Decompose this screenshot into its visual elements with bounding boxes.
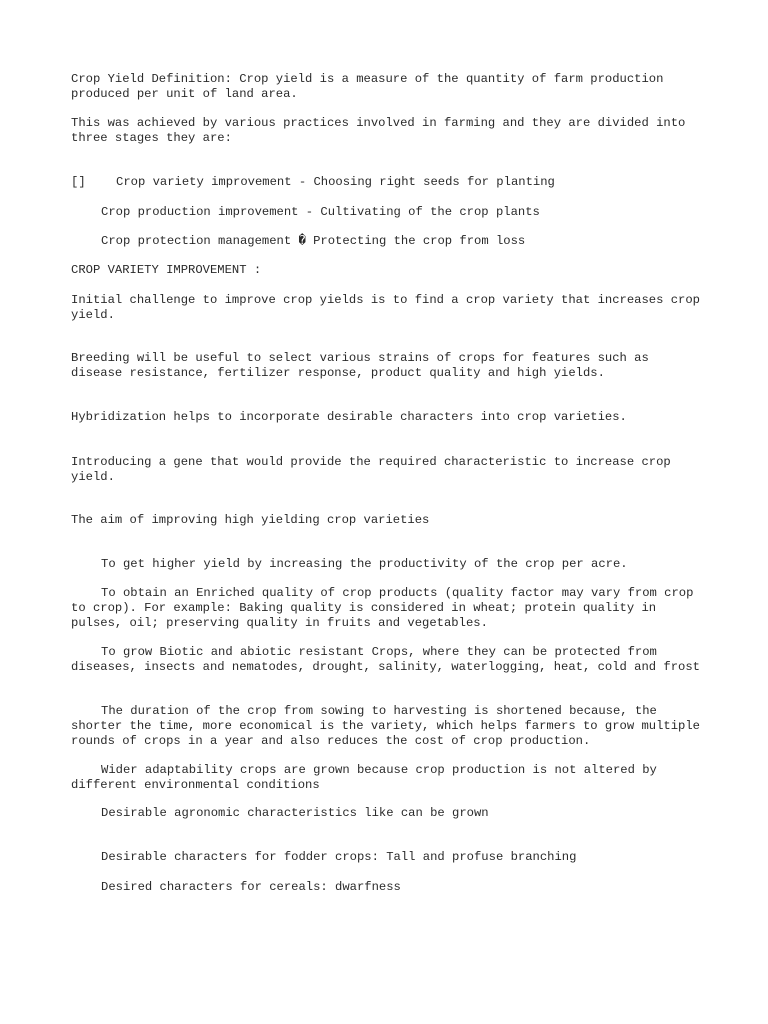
aim-higher-yield: To get higher yield by increasing the productivity of the crop per acre. <box>101 557 628 571</box>
bullet-marker: [] <box>71 175 86 189</box>
aim-quality: To obtain an Enriched quality of crop products (quality factor may vary from crop to crop). For example: Baking quality is considered in wheat; protein quality in pulses, oil; preserving quality in fruits and vegetables. <box>71 586 701 630</box>
aim-resistance: To grow Biotic and abiotic resistant Crops, where they can be protected from diseases, insects and nematodes, drought, salinity, waterlogging, heat, cold and frost <box>71 645 700 674</box>
challenge-paragraph: Initial challenge to improve crop yields is to find a crop variety that increases crop yield. <box>71 293 708 322</box>
stages-intro-paragraph: This was achieved by various practices involved in farming and they are divided into three stages they are: <box>71 116 693 145</box>
aim-heading: The aim of improving high yielding crop varieties <box>71 513 430 527</box>
aim-cereals: Desired characters for cereals: dwarfness <box>101 880 401 894</box>
hybridization-paragraph: Hybridization helps to incorporate desirable characters into crop varieties. <box>71 410 627 424</box>
definition-paragraph: Crop Yield Definition: Crop yield is a measure of the quantity of farm production produced per unit of land area. <box>71 72 671 101</box>
aim-fodder: Desirable characters for fodder crops: Tall and profuse branching <box>101 850 577 864</box>
stage-item-label: Crop variety improvement - Choosing right seeds for planting <box>116 175 555 189</box>
stage-list-item-protection: Crop protection management � Protecting the crop from loss <box>101 234 526 248</box>
aim-duration: The duration of the crop from sowing to harvesting is shortened because, the shorter the time, more economical is the variety, which helps farmers to grow multiple rounds of crops in a year and also reduces the cost of crop production. <box>71 704 708 748</box>
stage-list-item-variety <box>71 175 701 190</box>
aim-adaptability: Wider adaptability crops are grown because crop production is not altered by different environmental conditions <box>71 763 665 792</box>
gene-paragraph: Introducing a gene that would provide the required characteristic to increase crop yield. <box>71 455 679 484</box>
aim-agronomic: Desirable agronomic characteristics like can be grown <box>101 806 489 820</box>
stage-list-item-production: Crop production improvement - Cultivating of the crop plants <box>101 205 540 219</box>
breeding-paragraph: Breeding will be useful to select various strains of crops for features such as disease resistance, fertilizer response, product quality and high yields. <box>71 351 657 380</box>
section-heading: CROP VARIETY IMPROVEMENT : <box>71 263 262 277</box>
